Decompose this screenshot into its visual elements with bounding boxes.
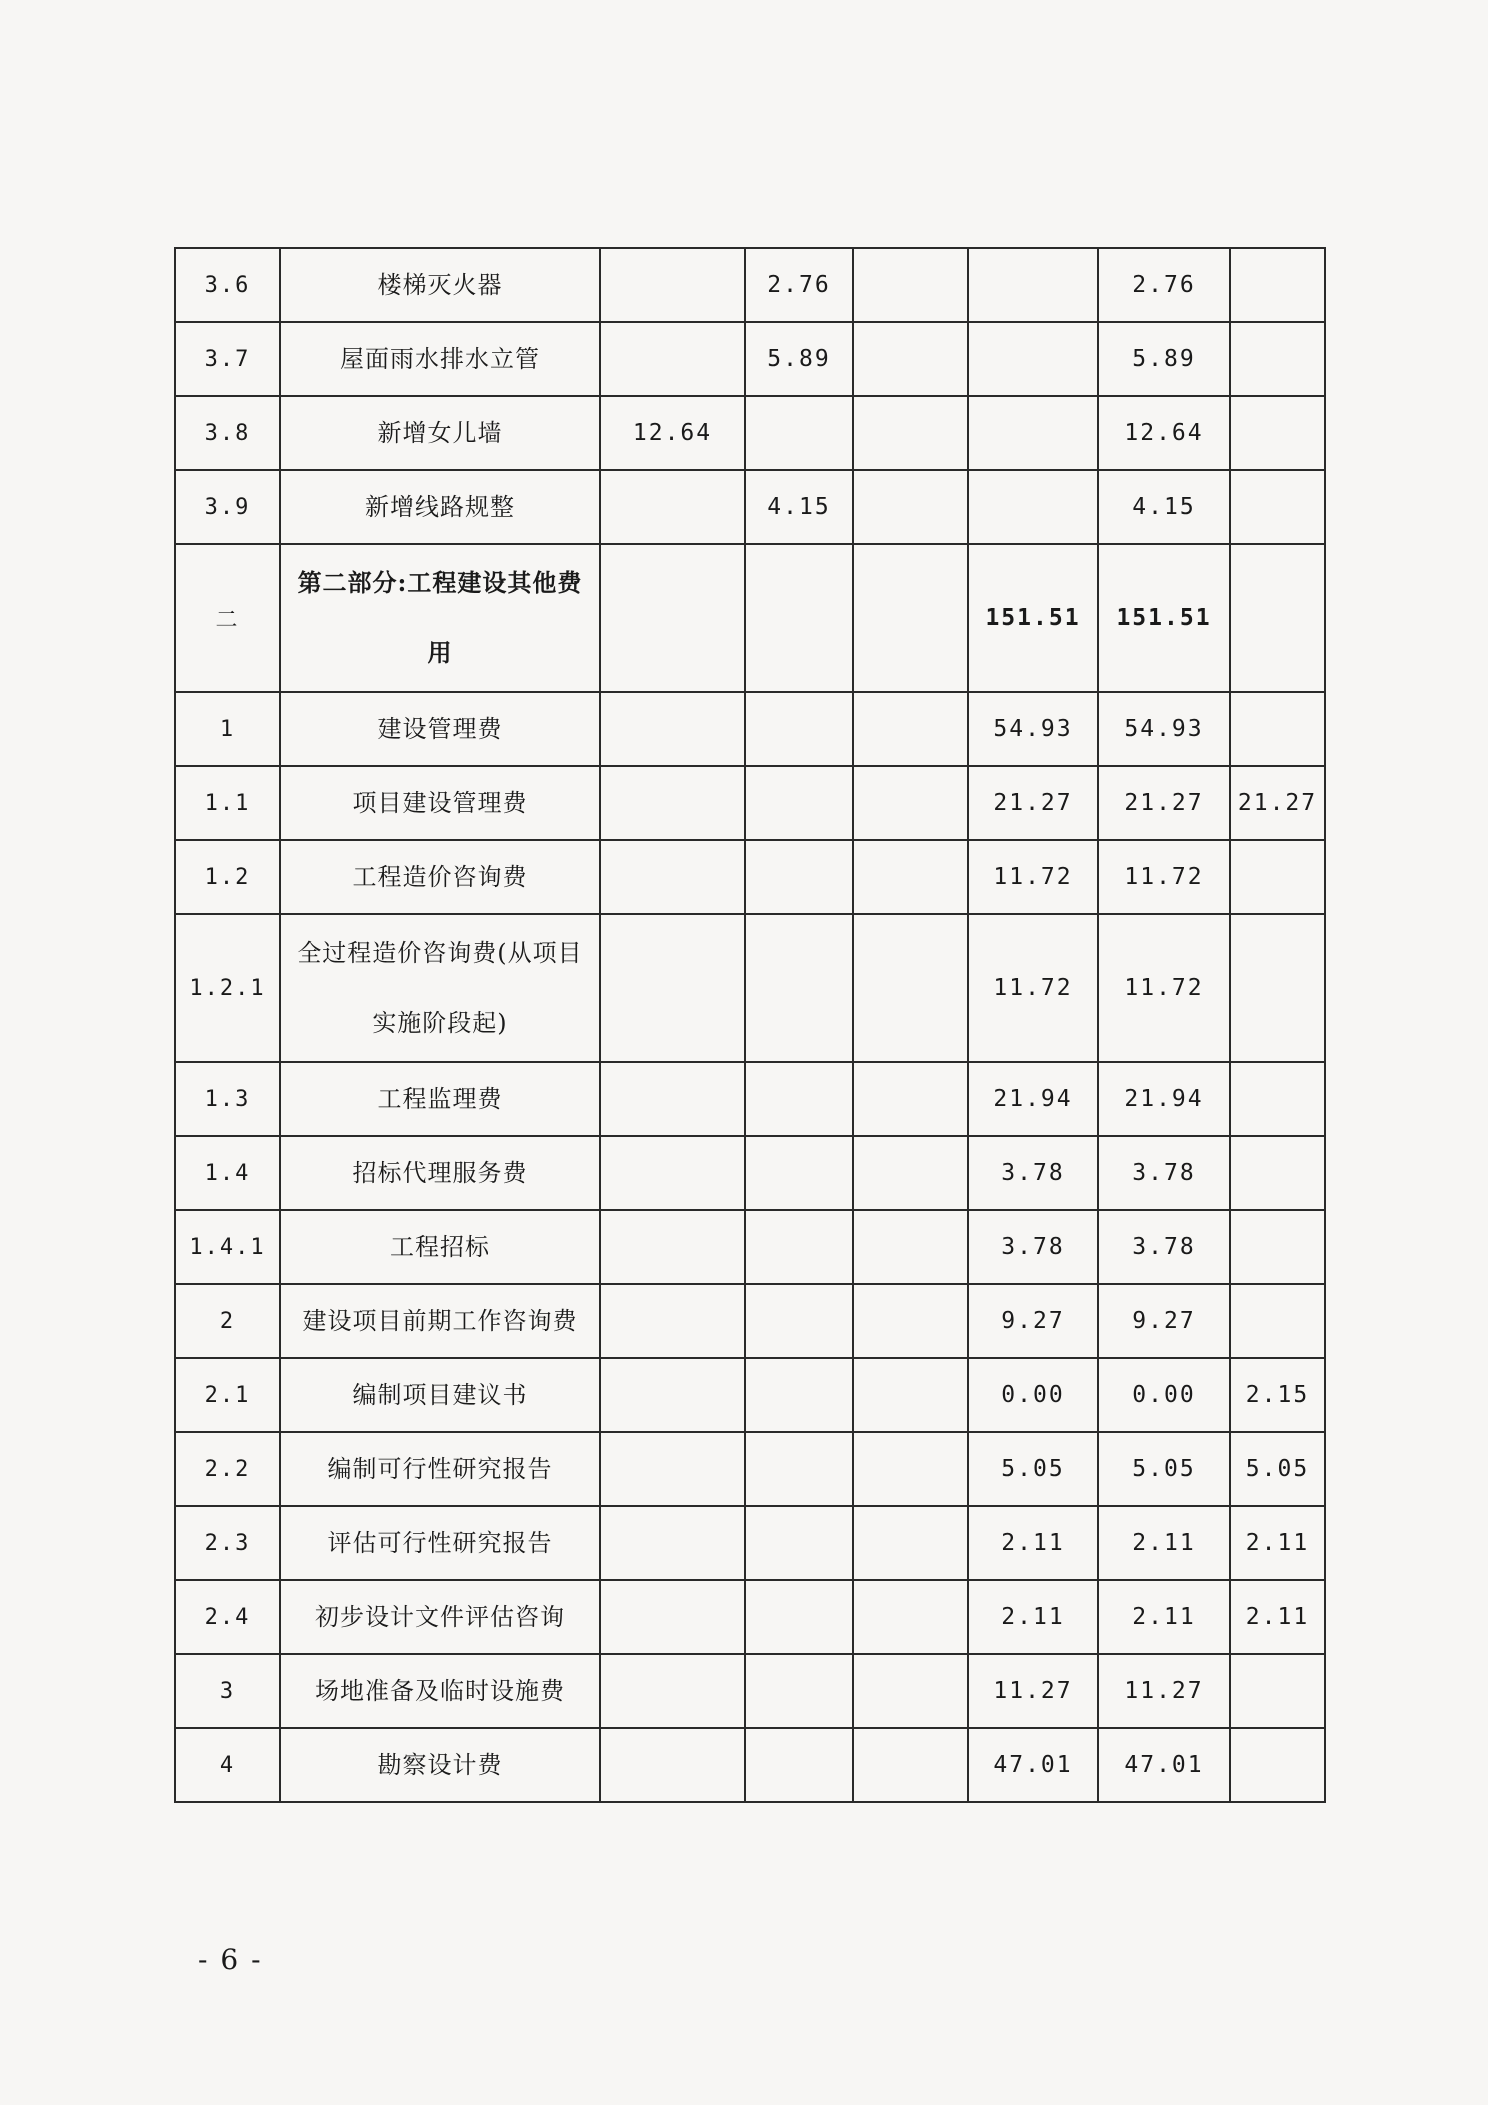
value-cell-1	[600, 766, 745, 840]
value-cell-1	[600, 914, 745, 1062]
item-name-cell: 建设项目前期工作咨询费	[280, 1284, 600, 1358]
value-cell-5: 0.00	[1098, 1358, 1230, 1432]
table-row	[175, 766, 1325, 840]
value-cell-3	[853, 692, 968, 766]
item-name-cell: 勘察设计费	[280, 1728, 600, 1802]
value-cell-3	[853, 766, 968, 840]
value-cell-3	[853, 1654, 968, 1728]
value-cell-2	[745, 1062, 853, 1136]
value-cell-4: 2.11	[968, 1580, 1098, 1654]
value-cell-4	[968, 396, 1098, 470]
value-cell-4: 0.00	[968, 1358, 1098, 1432]
table-row	[175, 1432, 1325, 1506]
table-row	[175, 1728, 1325, 1802]
value-cell-2	[745, 766, 853, 840]
value-cell-3	[853, 544, 968, 692]
table-row	[175, 544, 1325, 692]
table-row	[175, 248, 1325, 322]
value-cell-1	[600, 1654, 745, 1728]
value-cell-5: 11.72	[1098, 840, 1230, 914]
item-number-cell: 2.4	[175, 1580, 280, 1654]
value-cell-6	[1230, 840, 1325, 914]
value-cell-1	[600, 470, 745, 544]
value-cell-3	[853, 1580, 968, 1654]
item-name-cell: 编制项目建议书	[280, 1358, 600, 1432]
value-cell-6	[1230, 1728, 1325, 1802]
item-name-cell: 编制可行性研究报告	[280, 1432, 600, 1506]
value-cell-6	[1230, 1210, 1325, 1284]
table-row	[175, 322, 1325, 396]
value-cell-1	[600, 322, 745, 396]
value-cell-1	[600, 1580, 745, 1654]
table-row	[175, 1580, 1325, 1654]
value-cell-6	[1230, 1062, 1325, 1136]
item-name-cell: 工程造价咨询费	[280, 840, 600, 914]
value-cell-4	[968, 470, 1098, 544]
value-cell-2	[745, 840, 853, 914]
value-cell-3	[853, 1728, 968, 1802]
value-cell-2	[745, 1580, 853, 1654]
item-number-cell: 1.2	[175, 840, 280, 914]
value-cell-1: 12.64	[600, 396, 745, 470]
value-cell-6	[1230, 248, 1325, 322]
value-cell-2	[745, 914, 853, 1062]
item-name-cell: 第二部分:工程建设其他费用	[280, 544, 600, 692]
value-cell-2	[745, 1136, 853, 1210]
item-number-cell: 3.7	[175, 322, 280, 396]
value-cell-6	[1230, 692, 1325, 766]
value-cell-4: 3.78	[968, 1210, 1098, 1284]
value-cell-2	[745, 1358, 853, 1432]
item-number-cell: 1.4	[175, 1136, 280, 1210]
value-cell-4	[968, 322, 1098, 396]
item-number-cell: 3.8	[175, 396, 280, 470]
value-cell-1	[600, 692, 745, 766]
value-cell-6: 5.05	[1230, 1432, 1325, 1506]
item-number-cell: 4	[175, 1728, 280, 1802]
value-cell-6	[1230, 322, 1325, 396]
value-cell-2: 2.76	[745, 248, 853, 322]
value-cell-6	[1230, 470, 1325, 544]
value-cell-1	[600, 1432, 745, 1506]
value-cell-1	[600, 1284, 745, 1358]
item-number-cell: 1.2.1	[175, 914, 280, 1062]
item-name-cell: 新增女儿墙	[280, 396, 600, 470]
value-cell-4: 21.94	[968, 1062, 1098, 1136]
value-cell-5: 21.27	[1098, 766, 1230, 840]
item-name-cell: 屋面雨水排水立管	[280, 322, 600, 396]
value-cell-4: 5.05	[968, 1432, 1098, 1506]
value-cell-3	[853, 1210, 968, 1284]
value-cell-3	[853, 396, 968, 470]
item-name-cell: 新增线路规整	[280, 470, 600, 544]
table-body	[175, 248, 1325, 1802]
value-cell-6	[1230, 1136, 1325, 1210]
value-cell-2	[745, 1210, 853, 1284]
item-number-cell: 1.3	[175, 1062, 280, 1136]
value-cell-1	[600, 1728, 745, 1802]
value-cell-5: 47.01	[1098, 1728, 1230, 1802]
table-row	[175, 1358, 1325, 1432]
value-cell-1	[600, 1136, 745, 1210]
value-cell-2	[745, 1654, 853, 1728]
value-cell-4: 11.27	[968, 1654, 1098, 1728]
value-cell-2	[745, 1432, 853, 1506]
item-name-cell: 工程监理费	[280, 1062, 600, 1136]
value-cell-3	[853, 1506, 968, 1580]
item-number-cell: 2	[175, 1284, 280, 1358]
value-cell-6	[1230, 544, 1325, 692]
value-cell-4: 2.11	[968, 1506, 1098, 1580]
cost-table	[174, 247, 1326, 1803]
item-number-cell: 1	[175, 692, 280, 766]
value-cell-2: 4.15	[745, 470, 853, 544]
value-cell-4: 3.78	[968, 1136, 1098, 1210]
value-cell-4: 21.27	[968, 766, 1098, 840]
item-number-cell: 2.1	[175, 1358, 280, 1432]
value-cell-2: 5.89	[745, 322, 853, 396]
value-cell-6	[1230, 396, 1325, 470]
value-cell-1	[600, 840, 745, 914]
value-cell-6	[1230, 1654, 1325, 1728]
value-cell-5: 11.27	[1098, 1654, 1230, 1728]
value-cell-6: 2.15	[1230, 1358, 1325, 1432]
value-cell-6	[1230, 914, 1325, 1062]
item-name-cell: 招标代理服务费	[280, 1136, 600, 1210]
value-cell-1	[600, 1506, 745, 1580]
item-number-cell: 3	[175, 1654, 280, 1728]
table-row	[175, 1062, 1325, 1136]
value-cell-3	[853, 840, 968, 914]
value-cell-5: 4.15	[1098, 470, 1230, 544]
item-number-cell: 1.1	[175, 766, 280, 840]
value-cell-1	[600, 544, 745, 692]
value-cell-2	[745, 1728, 853, 1802]
item-name-cell: 评估可行性研究报告	[280, 1506, 600, 1580]
value-cell-3	[853, 1136, 968, 1210]
item-name-cell: 全过程造价咨询费(从项目实施阶段起)	[280, 914, 600, 1062]
item-number-cell: 1.4.1	[175, 1210, 280, 1284]
value-cell-5: 3.78	[1098, 1136, 1230, 1210]
table-row	[175, 1210, 1325, 1284]
value-cell-2	[745, 1284, 853, 1358]
value-cell-5: 54.93	[1098, 692, 1230, 766]
item-name-cell: 建设管理费	[280, 692, 600, 766]
item-name-cell: 工程招标	[280, 1210, 600, 1284]
value-cell-3	[853, 1284, 968, 1358]
value-cell-1	[600, 1210, 745, 1284]
value-cell-5: 9.27	[1098, 1284, 1230, 1358]
table-row	[175, 914, 1325, 1062]
item-name-cell: 场地准备及临时设施费	[280, 1654, 600, 1728]
value-cell-2	[745, 544, 853, 692]
value-cell-3	[853, 1432, 968, 1506]
item-number-cell: 3.6	[175, 248, 280, 322]
page-number: - 6 -	[198, 1943, 263, 1976]
value-cell-2	[745, 692, 853, 766]
item-number-cell: 2.3	[175, 1506, 280, 1580]
value-cell-5: 5.05	[1098, 1432, 1230, 1506]
value-cell-3	[853, 248, 968, 322]
value-cell-2	[745, 1506, 853, 1580]
value-cell-1	[600, 248, 745, 322]
value-cell-6: 2.11	[1230, 1580, 1325, 1654]
value-cell-4: 11.72	[968, 914, 1098, 1062]
value-cell-5: 21.94	[1098, 1062, 1230, 1136]
value-cell-3	[853, 914, 968, 1062]
value-cell-5: 2.11	[1098, 1580, 1230, 1654]
value-cell-1	[600, 1062, 745, 1136]
value-cell-5: 12.64	[1098, 396, 1230, 470]
value-cell-5: 11.72	[1098, 914, 1230, 1062]
value-cell-3	[853, 322, 968, 396]
value-cell-3	[853, 1358, 968, 1432]
value-cell-5: 2.76	[1098, 248, 1230, 322]
value-cell-5: 2.11	[1098, 1506, 1230, 1580]
item-name-cell: 项目建设管理费	[280, 766, 600, 840]
value-cell-5: 151.51	[1098, 544, 1230, 692]
value-cell-1	[600, 1358, 745, 1432]
table-row	[175, 1506, 1325, 1580]
value-cell-3	[853, 470, 968, 544]
value-cell-5: 3.78	[1098, 1210, 1230, 1284]
table-row	[175, 396, 1325, 470]
item-name-cell: 初步设计文件评估咨询	[280, 1580, 600, 1654]
item-number-cell: 3.9	[175, 470, 280, 544]
value-cell-3	[853, 1062, 968, 1136]
table-row	[175, 1136, 1325, 1210]
table-row	[175, 1284, 1325, 1358]
value-cell-4: 151.51	[968, 544, 1098, 692]
value-cell-6: 21.27	[1230, 766, 1325, 840]
value-cell-4: 11.72	[968, 840, 1098, 914]
item-number-cell: 2.2	[175, 1432, 280, 1506]
value-cell-2	[745, 396, 853, 470]
table-row	[175, 692, 1325, 766]
value-cell-4: 9.27	[968, 1284, 1098, 1358]
table-row	[175, 470, 1325, 544]
table-row	[175, 1654, 1325, 1728]
item-name-cell: 楼梯灭火器	[280, 248, 600, 322]
value-cell-5: 5.89	[1098, 322, 1230, 396]
value-cell-4: 47.01	[968, 1728, 1098, 1802]
value-cell-4: 54.93	[968, 692, 1098, 766]
value-cell-6	[1230, 1284, 1325, 1358]
item-number-cell: 二	[175, 544, 280, 692]
value-cell-4	[968, 248, 1098, 322]
table-row	[175, 840, 1325, 914]
value-cell-6: 2.11	[1230, 1506, 1325, 1580]
